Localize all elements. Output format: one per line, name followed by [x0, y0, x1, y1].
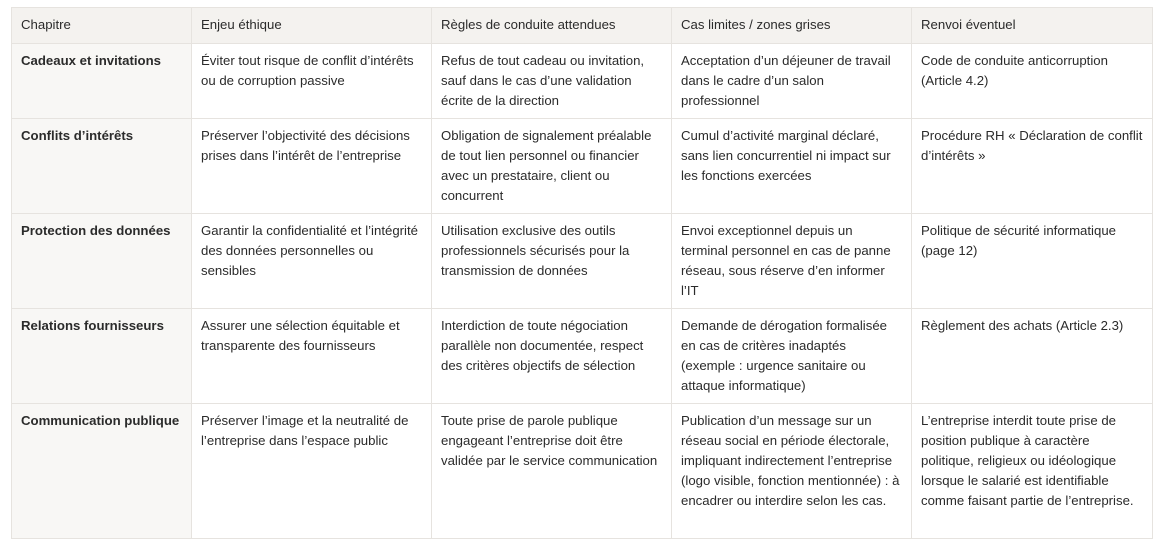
cell-chapitre: Conflits d’intérêts [12, 119, 192, 214]
cell-enjeu: Assurer une sélection équitable et transparente des fournisseurs [192, 309, 432, 404]
cell-regles: Refus de tout cadeau ou invitation, sauf dans le cas d’une validation écrite de la direction [432, 44, 672, 119]
cell-regles: Utilisation exclusive des outils professionnels sécurisés pour la transmission de données [432, 214, 672, 309]
header-cas-limites: Cas limites / zones grises [672, 8, 912, 44]
ethics-table-container [11, 7, 1152, 539]
cell-renvoi: Procédure RH « Déclaration de conflit d’intérêts » [912, 119, 1153, 214]
cell-cas-limites: Publication d’un message sur un réseau social en période électorale, impliquant indirectement l’entreprise (logo visible, fonction mentionnée) : à encadrer ou interdire selon les cas. [672, 404, 912, 539]
table-row [12, 309, 1153, 404]
cell-chapitre: Communication publique [12, 404, 192, 539]
table-header [12, 8, 1153, 44]
header-renvoi: Renvoi éventuel [912, 8, 1153, 44]
table-row [12, 44, 1153, 119]
cell-regles: Interdiction de toute négociation parallèle non documentée, respect des critères objectifs de sélection [432, 309, 672, 404]
cell-enjeu: Éviter tout risque de conflit d’intérêts ou de corruption passive [192, 44, 432, 119]
header-regles: Règles de conduite attendues [432, 8, 672, 44]
cell-chapitre: Protection des données [12, 214, 192, 309]
header-enjeu: Enjeu éthique [192, 8, 432, 44]
cell-enjeu: Préserver l’image et la neutralité de l’entreprise dans l’espace public [192, 404, 432, 539]
cell-cas-limites: Cumul d’activité marginal déclaré, sans lien concurrentiel ni impact sur les fonctions exercées [672, 119, 912, 214]
table-row [12, 404, 1153, 539]
cell-regles: Obligation de signalement préalable de tout lien personnel ou financier avec un prestataire, client ou concurrent [432, 119, 672, 214]
header-chapitre: Chapitre [12, 8, 192, 44]
ethics-table [11, 7, 1153, 539]
cell-renvoi: L’entreprise interdit toute prise de position publique à caractère politique, religieux ou idéologique lorsque le salarié est identifiable comme faisant partie de l’entreprise. [912, 404, 1153, 539]
cell-renvoi: Politique de sécurité informatique (page 12) [912, 214, 1153, 309]
cell-regles: Toute prise de parole publique engageant l’entreprise doit être validée par le service communication [432, 404, 672, 539]
table-row [12, 214, 1153, 309]
cell-enjeu: Garantir la confidentialité et l’intégrité des données personnelles ou sensibles [192, 214, 432, 309]
cell-chapitre: Cadeaux et invitations [12, 44, 192, 119]
cell-cas-limites: Demande de dérogation formalisée en cas de critères inadaptés (exemple : urgence sanitaire ou attaque informatique) [672, 309, 912, 404]
header-row [12, 8, 1153, 44]
cell-cas-limites: Envoi exceptionnel depuis un terminal personnel en cas de panne réseau, sous réserve d’en informer l’IT [672, 214, 912, 309]
cell-chapitre: Relations fournisseurs [12, 309, 192, 404]
cell-renvoi: Règlement des achats (Article 2.3) [912, 309, 1153, 404]
table-body [12, 44, 1153, 539]
table-row [12, 119, 1153, 214]
cell-enjeu: Préserver l’objectivité des décisions prises dans l’intérêt de l’entreprise [192, 119, 432, 214]
cell-cas-limites: Acceptation d’un déjeuner de travail dans le cadre d’un salon professionnel [672, 44, 912, 119]
cell-renvoi: Code de conduite anticorruption (Article 4.2) [912, 44, 1153, 119]
